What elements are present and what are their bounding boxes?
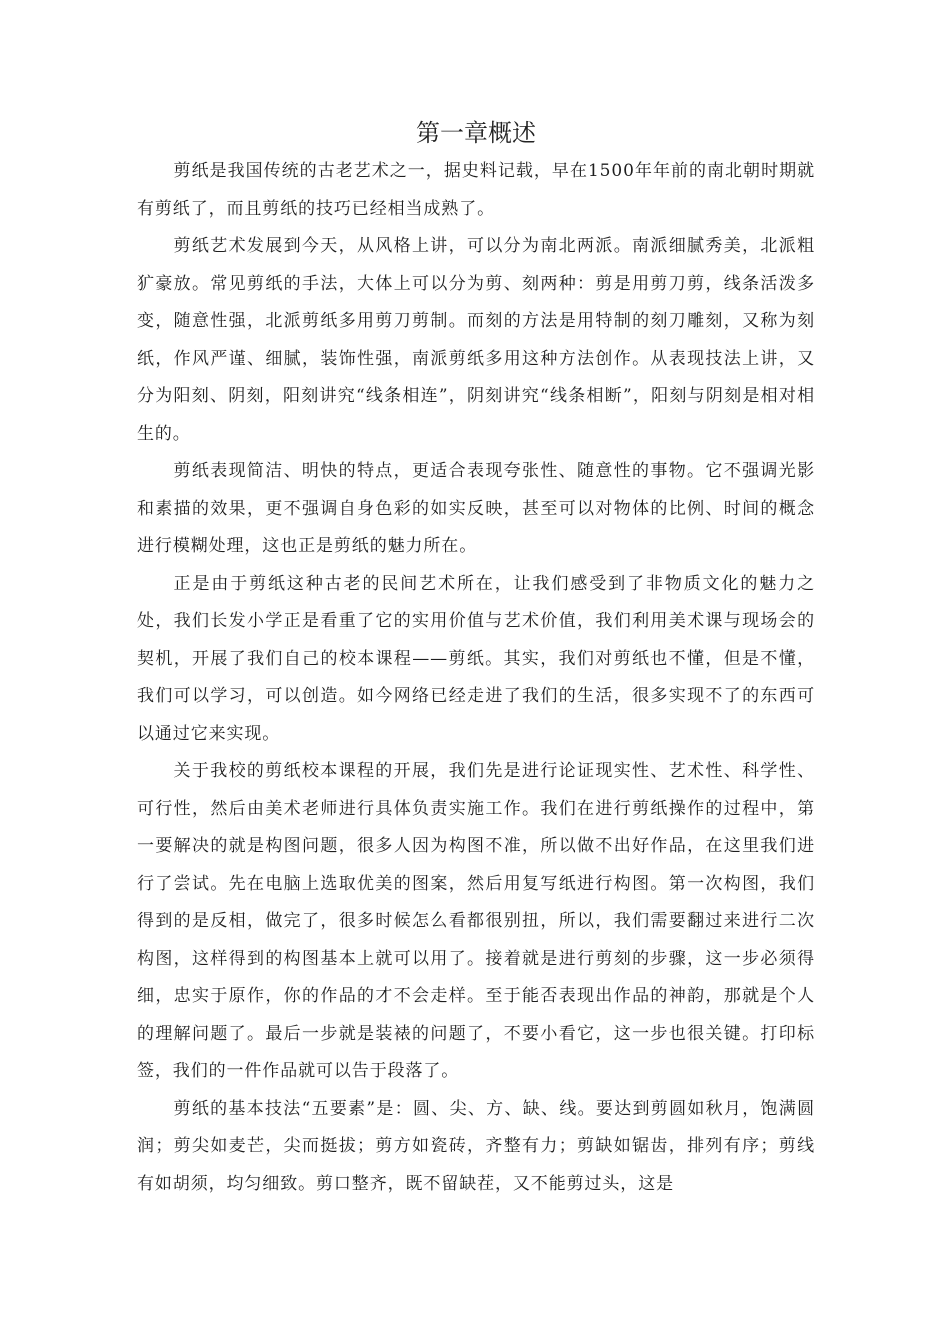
paragraph-history: 剪纸是我国传统的古老艺术之一，据史料记载，早在1500年年前的南北朝时期就有剪纸了，而且剪纸的技巧已经相当成熟了。 bbox=[137, 161, 815, 219]
document-body bbox=[137, 113, 815, 1203]
paragraph-school-course: 正是由于剪纸这种古老的民间艺术所在，让我们感受到了非物质文化的魅力之处，我们长发小学正是看重了它的实用价值与艺术价值，我们利用美术课与现场会的契机，开展了我们自己的校本课程——剪纸。其实，我们对剪纸也不懂，但是不懂，我们可以学习，可以创造。如今网络已经走进了我们的生活，很多实现不了的东西可以通过它来实现。 bbox=[137, 573, 815, 744]
paragraph-features: 剪纸表现简洁、明快的特点，更适合表现夸张性、随意性的事物。它不强调光影和素描的效果，更不强调自身色彩的如实反映，甚至可以对物体的比例、时间的概念进行模糊处理，这也正是剪纸的魅力所在。 bbox=[137, 461, 815, 556]
paragraph-techniques: 剪纸的基本技法“五要素”是：圆、尖、方、缺、线。要达到剪圆如秋月，饱满圆润；剪尖如麦芒，尖而挺拔；剪方如瓷砖，齐整有力；剪缺如锯齿，排列有序；剪线有如胡须，均匀细致。剪口整齐，既不留缺茬，又不能剪过头，这是 bbox=[137, 1098, 815, 1194]
paragraph-process: 关于我校的剪纸校本课程的开展，我们先是进行论证现实性、艺术性、科学性、可行性，然后由美术老师进行具体负责实施工作。我们在进行剪纸操作的过程中，第一要解决的就是构图问题，很多人因为构图不准，所以做不出好作品，在这里我们进行了尝试。先在电脑上选取优美的图案，然后用复写纸进行构图。第一次构图，我们得到的是反相，做完了，很多时候怎么看都很别扭，所以，我们需要翻过来进行二次构图，这样得到的构图基本上就可以用了。接着就是进行剪刻的步骤，这一步必须得细，忠实于原作，你的作品的才不会走样。至于能否表现出作品的神韵，那就是个人的理解问题了。最后一步就是装裱的问题了，不要小看它，这一步也很关键。打印标签，我们的一件作品就可以告于段落了。 bbox=[137, 761, 815, 1081]
paragraph-styles: 剪纸艺术发展到今天，从风格上讲，可以分为南北两派。南派细腻秀美，北派粗犷豪放。常见剪纸的手法，大体上可以分为剪、刻两种：剪是用剪刀剪，线条活泼多变，随意性强，北派剪纸多用剪刀剪制。而刻的方法是用特制的刻刀雕刻，又称为刻纸，作风严谨、细腻，装饰性强，南派剪纸多用这种方法创作。从表现技法上讲，又分为阳刻、阴刻，阳刻讲究“线条相连”，阴刻讲究“线条相断”，阳刻与阴刻是相对相生的。 bbox=[137, 236, 815, 444]
chapter-title: 第一章概述 bbox=[416, 119, 536, 147]
